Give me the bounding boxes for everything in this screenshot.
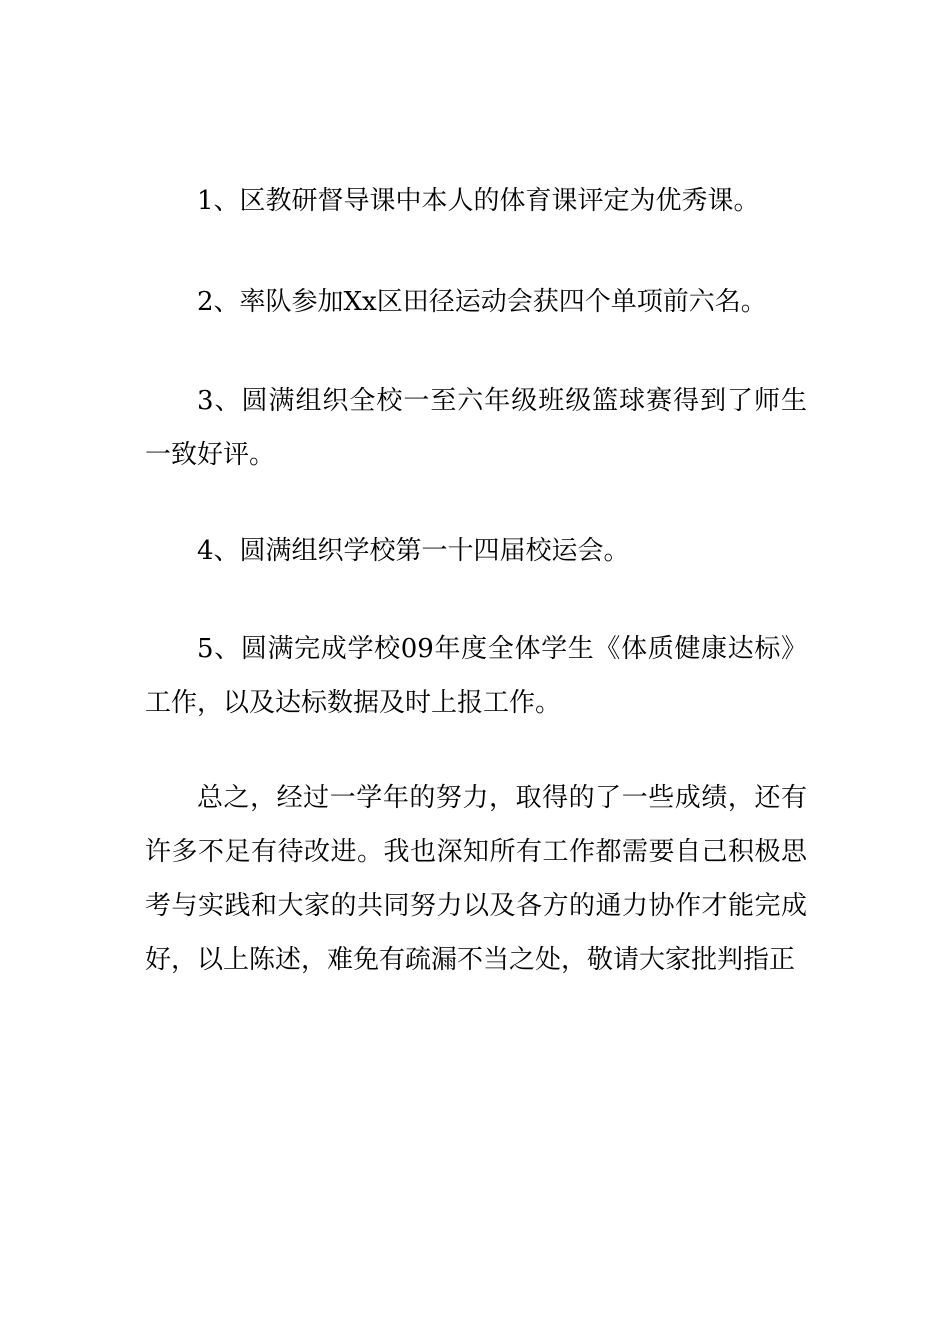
- achievement-item-2: 2、率队参加Xx区田径运动会获四个单项前六名。: [197, 287, 767, 317]
- achievement-item-5: 5、圆满完成学校09年度全体学生《体质健康达标》工作，以及达标数据及时上报工作。: [145, 634, 807, 718]
- achievement-item-3: 3、圆满组织全校一至六年级班级篮球赛得到了师生一致好评。: [145, 386, 807, 470]
- achievement-item-1: 1、区教研督导课中本人的体育课评定为优秀课。: [197, 186, 760, 216]
- summary-paragraph: 总之，经过一学年的努力，取得的了一些成绩，还有许多不足有待改进。我也深知所有工作都需要自己积极思考与实践和大家的共同努力以及各方的通力协作才能完成好，以上陈述，难免有疏漏不当之处，敬请大家批判指正: [145, 783, 807, 975]
- achievement-item-4: 4、圆满组织学校第一十四届校运会。: [197, 536, 630, 566]
